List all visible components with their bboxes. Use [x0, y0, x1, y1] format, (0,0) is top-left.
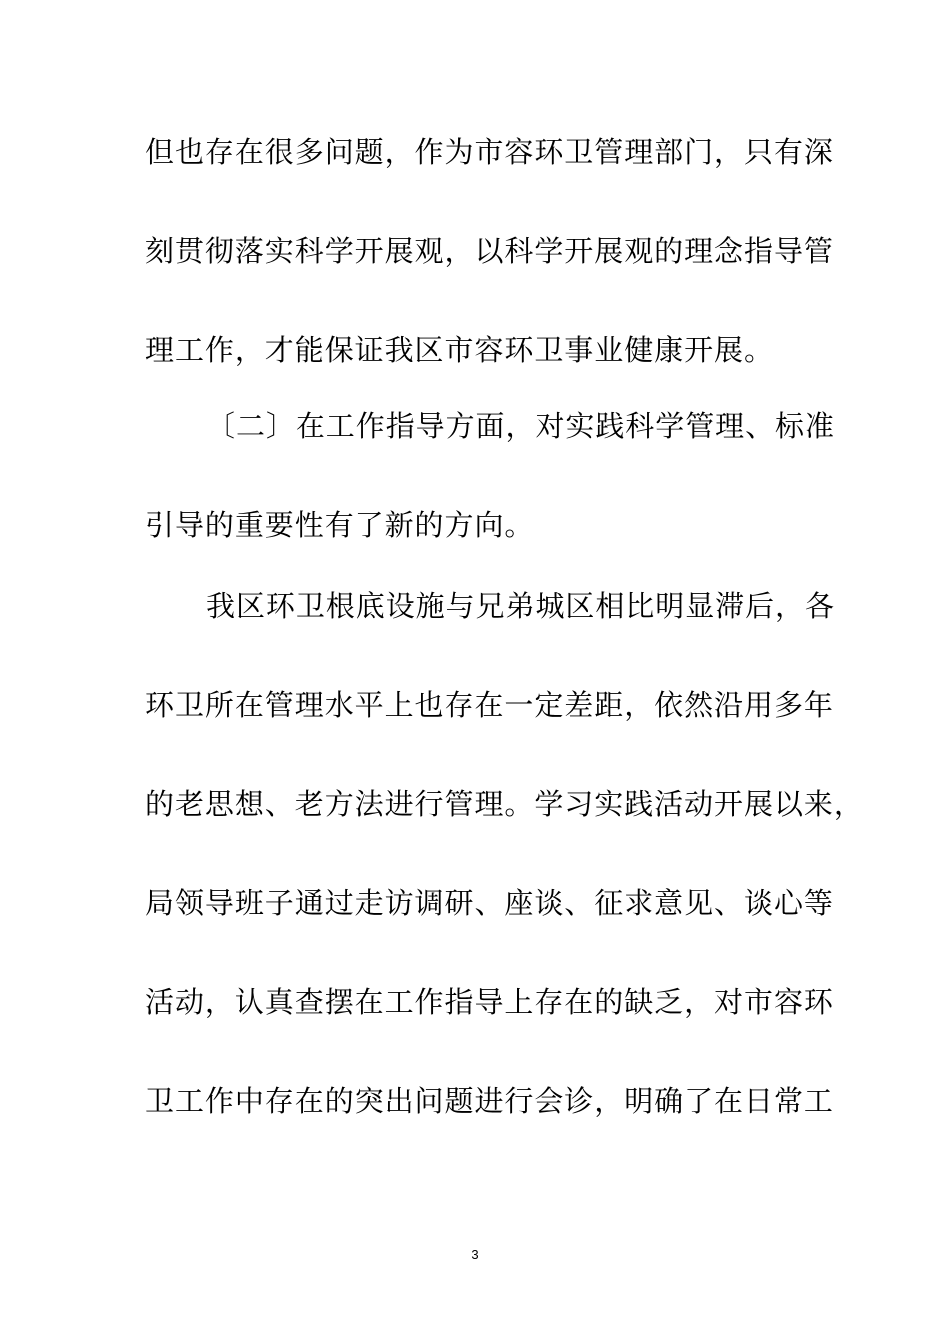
text-line: 卫工作中存在的突出问题进行会诊，明确了在日常工 [145, 1084, 834, 1118]
text-line: 刻贯彻落实科学开展观，以科学开展观的理念指导管 [145, 234, 834, 268]
text-line: 但也存在很多问题，作为市容环卫管理部门，只有深 [145, 135, 834, 169]
text-line: 的老思想、老方法进行管理。学习实践活动开展以来， [145, 787, 864, 821]
text-line: 局领导班子通过走访调研、座谈、征求意见、谈心等 [145, 886, 834, 920]
text-line: 引导的重要性有了新的方向。 [145, 508, 535, 542]
text-line: 环卫所在管理水平上也存在一定差距，依然沿用多年 [145, 688, 834, 722]
text-line: 活动，认真查摆在工作指导上存在的缺乏，对市容环 [145, 985, 834, 1019]
page-number: 3 [471, 1247, 479, 1262]
text-line: 我区环卫根底设施与兄弟城区相比明显滞后，各 [206, 589, 835, 623]
text-line: 〔二〕在工作指导方面，对实践科学管理、标准 [206, 409, 835, 443]
text-line: 理工作，才能保证我区市容环卫事业健康开展。 [145, 333, 774, 367]
